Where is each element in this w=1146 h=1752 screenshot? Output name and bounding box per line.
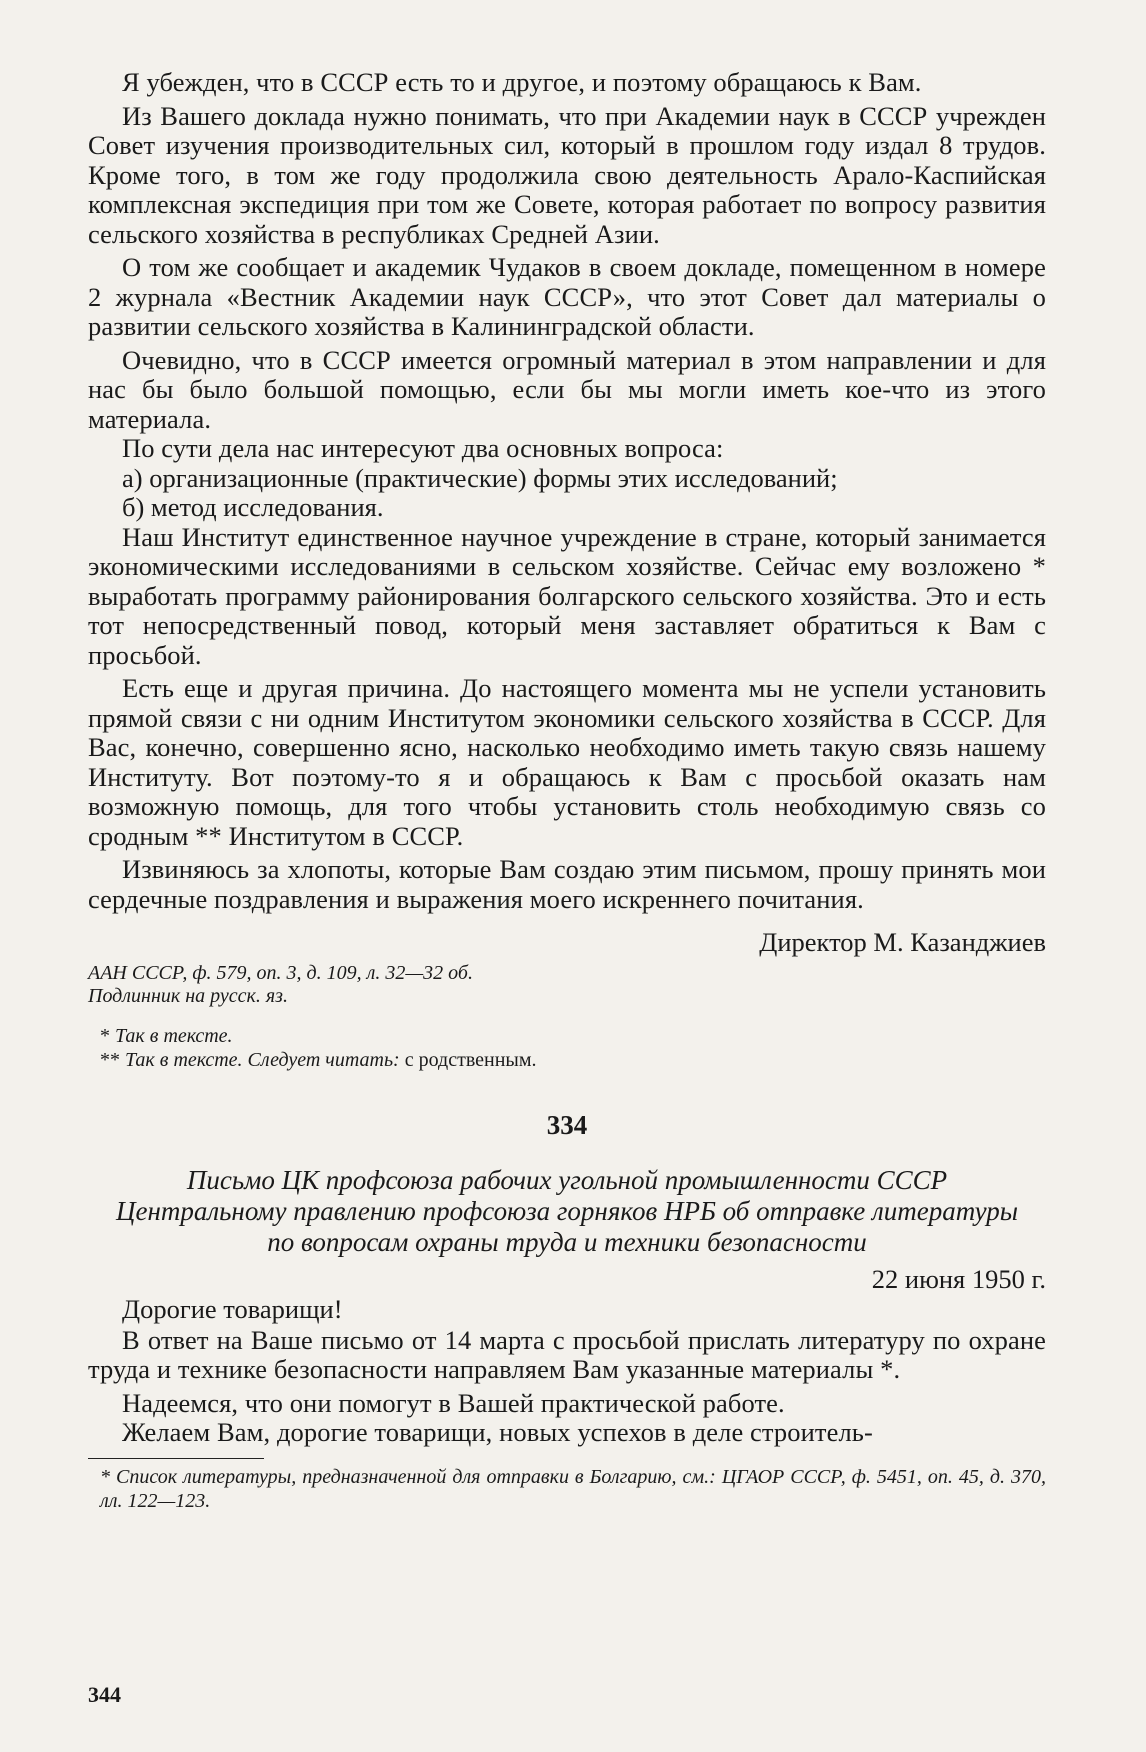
letter-paragraph-1: Я убежден, что в СССР есть то и другое, и поэтому обращаюсь к Вам. (122, 67, 922, 97)
note-1: * Так в тексте. (100, 1024, 233, 1047)
footnote-divider (88, 1458, 264, 1459)
letter-paragraph-7: Есть еще и другая причина. До настоящего момента мы не успели установить прямой связи с ни одним Институтом экономики сельского хозяйства в СССР. Для Вас, конечно, совершенно ясно, насколько необходимо иметь такую связь нашему Институту. Вот поэтому-то я и обращаюсь к Вам с просьбой оказать нам возможную помощь, для того чтобы установить столь необходимую связь со сродным ** Институтом в СССР. (88, 673, 1046, 851)
document-title: Письмо ЦК профсоюза рабочих угольной промышленности СССР Центральному правлению профсоюза горняков НРБ об отправке литературы по вопросам охраны труда и техники безопасности (116, 1164, 1018, 1257)
letter-paragraph-2: Из Вашего доклада нужно понимать, что при Академии наук в СССР учрежден Совет изучения производительных сил, который в прошлом году издал 8 трудов. Кроме того, в том же году продолжила свою деятельность Арало-Каспийская комплексная экспедиция при том же Совете, которая работает по вопросу развития сельского хозяйства в республиках Средней Азии. (88, 100, 1046, 249)
signature: Директор М. Казанджиев (759, 927, 1046, 957)
document-paragraph-2: Надеемся, что они помогут в Вашей практической работе. (122, 1387, 785, 1418)
letter-paragraph-5: По сути дела нас интересуют два основных вопроса: (122, 433, 724, 463)
letter-paragraph-3: О том же сообщает и академик Чудаков в своем докладе, помещенном в номере 2 журнала «Вестник Академии наук СССР», что этот Совет дал материалы о развитии сельского хозяйства в Калининградской области. (88, 252, 1046, 341)
document-paragraph-1: В ответ на Ваше письмо от 14 марта с просьбой прислать литературу по охране труда и технике безопасности направляем Вам указанные материалы *. (88, 1324, 1046, 1384)
document-number: 334 (546, 1109, 588, 1140)
list-item-b: б) метод исследования. (122, 492, 384, 522)
letter-paragraph-6: Наш Институт единственное научное учреждение в стране, который занимается экономическими исследованиями в сельском хозяйстве. Сейчас ему возложено * выработать программу районирования болгарского сельского хозяйства. Это и есть тот непосредственный повод, который меня заставляет обратиться к Вам с просьбой. (88, 521, 1046, 670)
greeting: Дорогие товарищи! (122, 1293, 343, 1324)
footnote: * Список литературы, предназначенной для отправки в Болгарию, см.: ЦГАОР СССР, ф. 5451, оп. 45, д. 370, лл. 122—123. (100, 1465, 1046, 1512)
document-date: 22 июня 1950 г. (871, 1263, 1046, 1294)
editorial-notes (88, 1024, 1046, 1072)
list-item-a: а) организационные (практические) формы этих исследований; (122, 462, 838, 493)
document-paragraph-3: Желаем Вам, дорогие товарищи, новых успехов в деле строитель- (122, 1417, 873, 1447)
page-number: 344 (88, 1682, 121, 1707)
original-language-note: Подлинник на русск. яз. (88, 984, 288, 1007)
note-2: ** Так в тексте. Следует читать: с родственным. (100, 1048, 537, 1071)
letter-paragraph-4: Очевидно, что в СССР имеется огромный материал в этом направлении и для нас бы было большой помощью, если бы мы могли иметь кое-что из этого материала. (88, 344, 1046, 434)
letter-paragraph-8: Извиняюсь за хлопоты, которые Вам создаю этим письмом, прошу принять мои сердечные поздравления и выражения моего искреннего почитания. (88, 854, 1046, 914)
archive-reference: ААН СССР, ф. 579, оп. 3, д. 109, л. 32—32 об. (88, 961, 473, 984)
